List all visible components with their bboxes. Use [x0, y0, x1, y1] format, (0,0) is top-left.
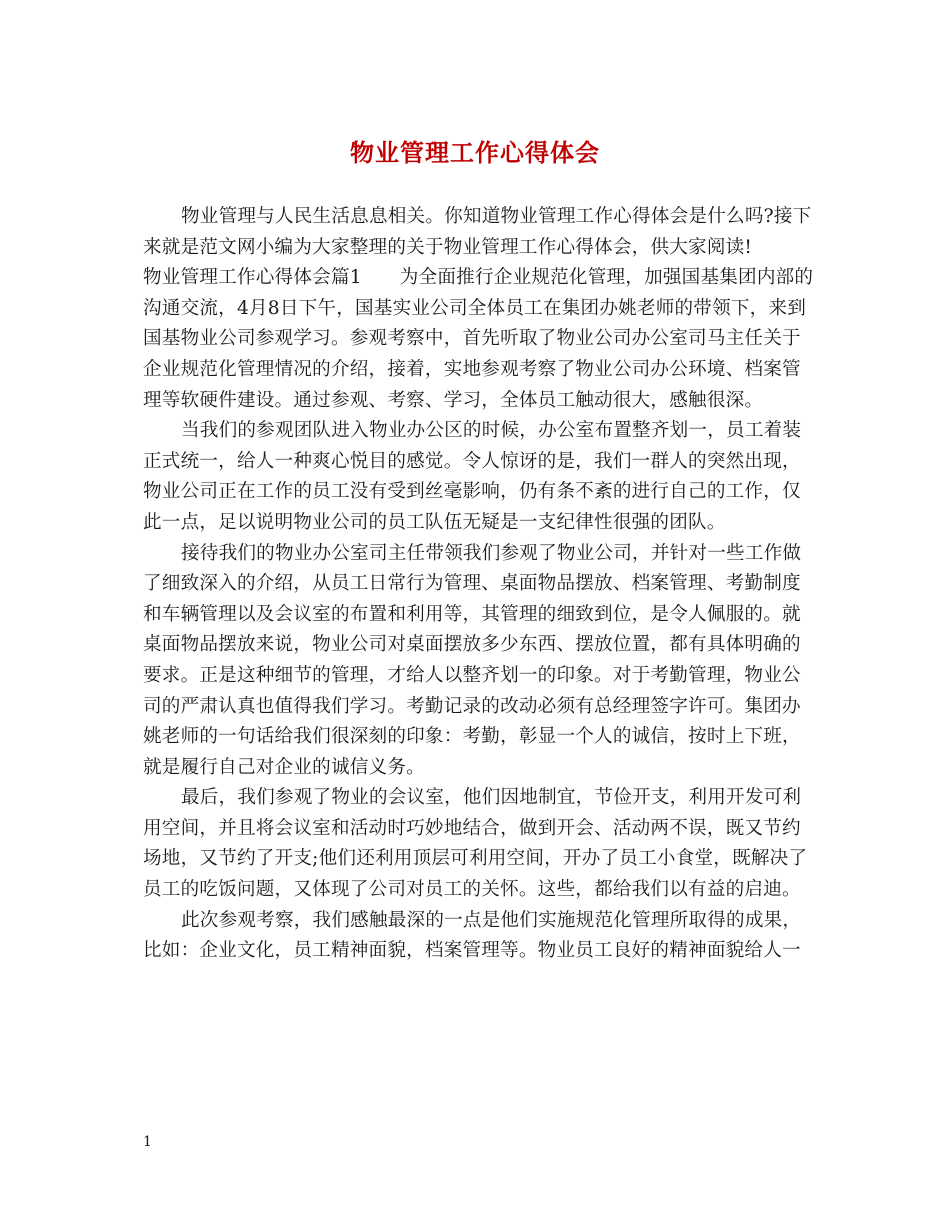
text-line: 沟通交流，4月8日下午，国基实业公司全体员工在集团办姚老师的带领下，来到 [143, 297, 807, 319]
page-title: 物业管理工作心得体会 [350, 138, 600, 167]
page-number: 1 [143, 1134, 152, 1150]
text-line: 要求。正是这种细节的管理，才给人以整齐划一的印象。对于考勤管理，物业公 [143, 664, 801, 686]
section-heading: 物业管理工作心得体会篇1 [143, 267, 362, 289]
text-line: 国基物业公司参观学习。参观考察中，首先听取了物业公司办公室司马主任关于 [143, 328, 801, 350]
document-body [143, 202, 814, 967]
text-line: 为全面推行企业规范化管理，加强国基集团内部的 [399, 267, 814, 289]
text-line: 用空间，并且将会议室和活动时巧妙地结合，做到开会、活动两不误，既又节约 [143, 817, 801, 839]
text-line: 物业公司正在工作的员工没有受到丝毫影响，仍有条不紊的进行自己的工作，仅 [143, 481, 801, 503]
text-line: 企业规范化管理情况的介绍，接着，实地参观考察了物业公司办公环境、档案管 [143, 358, 801, 380]
section-line [143, 263, 814, 294]
text-line: 此次参观考察，我们感触最深的一点是他们实施规范化管理所取得的成果， [181, 909, 802, 931]
text-line: 桌面物品摆放来说，物业公司对桌面摆放多少东西、摆放位置，都有具体明确的 [143, 634, 801, 656]
text-line: 场地，又节约了开支;他们还利用顶层可利用空间，开办了员工小食堂，既解决了 [143, 848, 808, 870]
text-line: 正式统一，给人一种爽心悦目的感觉。令人惊讶的是，我们一群人的突然出现， [143, 450, 801, 472]
text-line: 司的严肃认真也值得我们学习。考勤记录的改动必须有总经理签字许可。集团办 [143, 695, 801, 717]
text-line: 最后，我们参观了物业的会议室，他们因地制宜，节俭开支，利用开发可利 [181, 787, 802, 809]
text-line: 姚老师的一句话给我们很深刻的印象：考勤，彰显一个人的诚信，按时上下班， [143, 726, 801, 748]
text-line: 接待我们的物业办公室司主任带领我们参观了物业公司，并针对一些工作做 [181, 542, 802, 564]
text-line: 此一点，足以说明物业公司的员工队伍无疑是一支纪律性很强的团队。 [143, 511, 726, 533]
text-line: 比如：企业文化，员工精神面貌，档案管理等。物业员工良好的精神面貌给人一 [143, 940, 801, 962]
text-line: 当我们的参观团队进入物业办公区的时候，办公室布置整齐划一，员工着装 [181, 420, 802, 442]
text-line: 了细致深入的介绍，从员工日常行为管理、桌面物品摆放、档案管理、考勤制度 [143, 573, 801, 595]
text-line: 理等软硬件建设。通过参观、考察、学习，全体员工触动很大，感触很深。 [143, 389, 764, 411]
text-line: 和车辆管理以及会议室的布置和利用等，其管理的细致到位，是令人佩服的。就 [143, 603, 801, 625]
text-line: 物业管理与人民生活息息相关。你知道物业管理工作心得体会是什么吗?接下 [181, 206, 812, 227]
text-line: 来就是范文网小编为大家整理的关于物业管理工作心得体会，供大家阅读! [143, 236, 753, 258]
text-line: 就是履行自己对企业的诚信义务。 [143, 756, 425, 778]
text-line: 员工的吃饭问题，又体现了公司对员工的关怀。这些，都给我们以有益的启迪。 [143, 879, 801, 901]
